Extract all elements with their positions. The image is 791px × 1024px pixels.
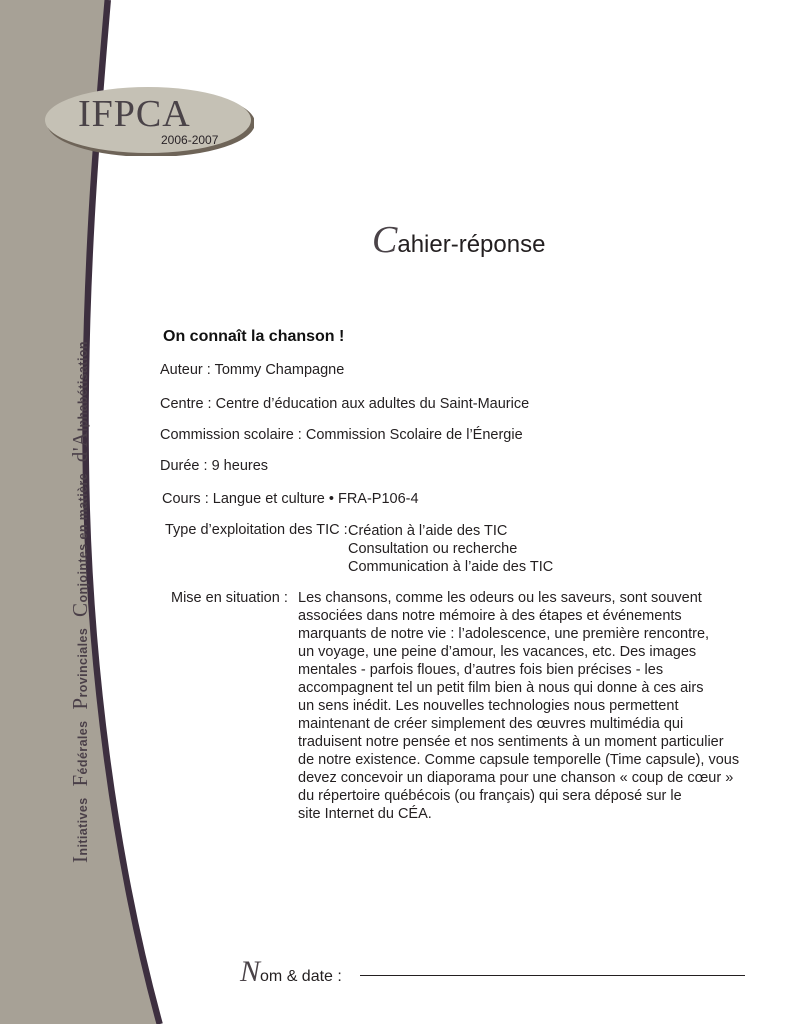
- name-date-input-line[interactable]: [360, 975, 745, 976]
- vertical-organization-name: Initiatives Fédérales Provinciales Conjointes en matière d'Alphabétisation: [68, 341, 92, 863]
- tic-value: Création à l’aide des TIC: [348, 523, 508, 539]
- tic-value: Consultation ou recherche: [348, 541, 518, 557]
- mise-en-situation-text: Les chansons, comme les odeurs ou les saveurs, sont souvent associées dans notre mémoire à des étapes et événements marquants de notre vie : l’adolescence, une première rencontre, un voyage, une peine d’amour, les vacances, etc. Des images mentales - parfois floues, d’autres fois bien précises - les accompagnent tel un petit film bien à nous qui donne à ces airs un sens inédit. Les nouvelles technologies nous permettent maintenant de créer simplement des œuvres multimédia qui traduisent notre pensée et nos sentiments à un moment particulier de notre existence. Comme capsule temporelle (Time capsule), vous devez concevoir un diaporama pour une chanson « coup de cœur » du répertoire québécois (ou français) qui sera déposé sur le site Internet du CÉA.: [298, 590, 740, 822]
- field-label: Centre :: [160, 396, 212, 412]
- field-value: Centre d’éducation aux adultes du Saint-Maurice: [215, 396, 530, 412]
- field-label: Commission scolaire :: [160, 427, 302, 443]
- field-duree: [160, 458, 268, 474]
- type-tic-values: [348, 522, 553, 576]
- field-cours: [162, 491, 419, 507]
- field-type-tic-label: Type d’exploitation des TIC :: [165, 522, 348, 538]
- field-auteur: [160, 362, 344, 378]
- activity-title: On connaît la chanson !: [163, 328, 345, 345]
- tic-value: Communication à l’aide des TIC: [348, 559, 554, 575]
- field-label: Durée :: [160, 458, 208, 474]
- field-value: Langue et culture • FRA-P106-4: [212, 491, 419, 507]
- field-centre: [160, 396, 529, 412]
- field-label: Mise en situation :: [171, 590, 288, 606]
- name-date-label: Nom & date :: [240, 955, 342, 988]
- field-commission-scolaire: [160, 427, 523, 443]
- field-value: Tommy Champagne: [214, 362, 345, 378]
- field-mise-en-situation: [171, 589, 748, 823]
- logo-title: IFPCA: [78, 93, 191, 135]
- field-value: Commission Scolaire de l’Énergie: [305, 427, 523, 443]
- field-value: 9 heures: [211, 458, 269, 474]
- field-label: Auteur :: [160, 362, 211, 378]
- field-label: Cours :: [162, 491, 209, 507]
- logo-years: 2006-2007: [161, 133, 219, 147]
- page-title: Cahier-réponse: [372, 219, 546, 261]
